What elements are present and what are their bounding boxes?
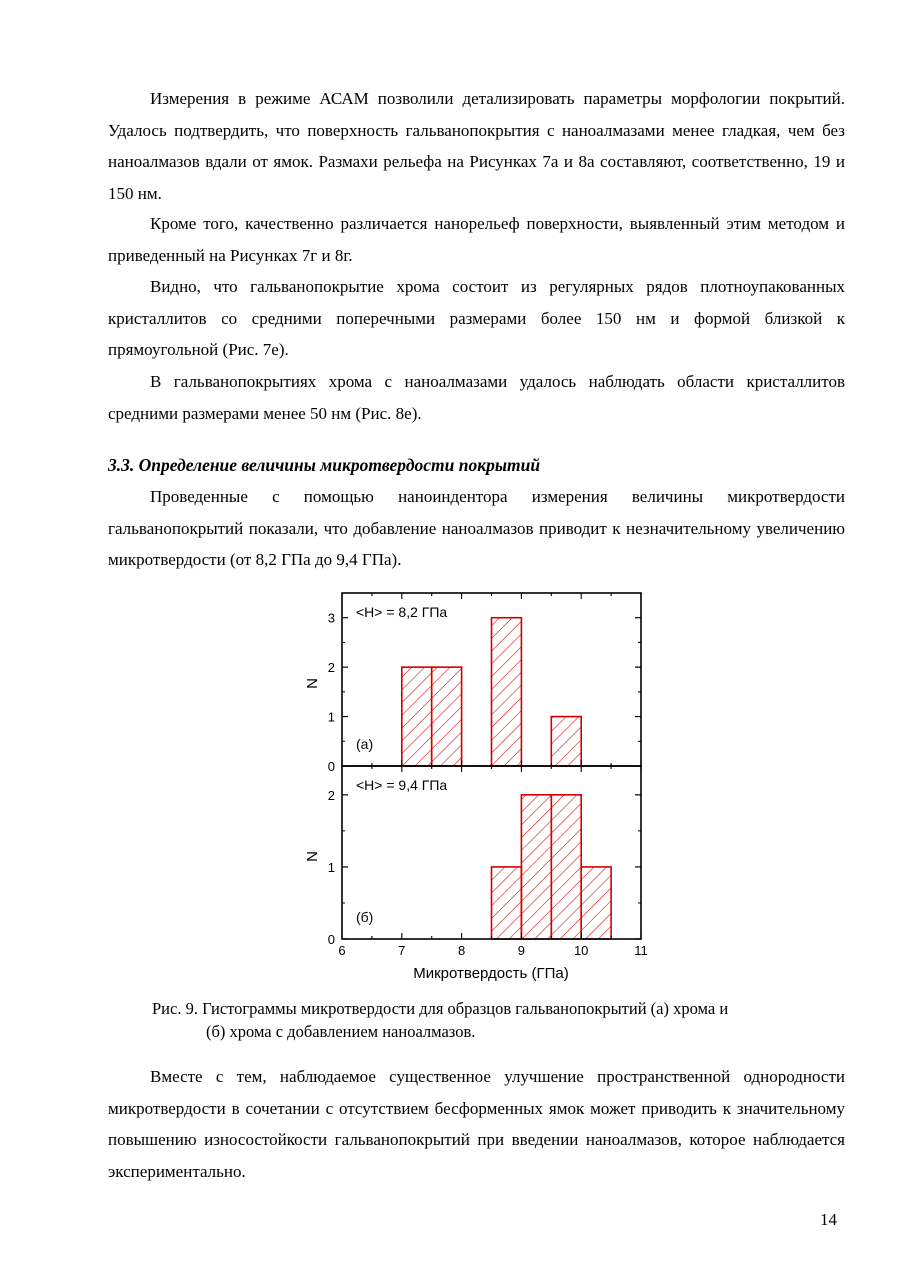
figure-caption-line-2: (б) хрома с добавлением наноалмазов. (206, 1022, 476, 1041)
histogram-bar-0-1 (432, 667, 462, 766)
y-tick-label: 2 (327, 660, 335, 676)
y-tick-label: 0 (327, 759, 335, 774)
histogram-bar-1-1 (521, 795, 551, 939)
histogram-bar-1-2 (551, 795, 581, 939)
mean-annotation: <H> = 9,4 ГПа (356, 777, 448, 793)
x-tick-label: 9 (517, 943, 526, 958)
paragraph-4: В гальванопокрытиях хрома с наноалмазами удалось наблюдать области кристаллитов средними размерами менее 50 нм (Рис. 8е). (108, 372, 845, 423)
histogram-panel-b (304, 766, 648, 958)
section-paragraph: Проведенные с помощью наноиндентора измерения величины микротвердости гальванопокрытий показали, что добавление наноалмазов приводит к незначительному увеличению микротвердости (от 8,2 ГПа до 9,4 ГПа). (108, 487, 845, 569)
x-tick-label: 6 (338, 943, 346, 958)
x-tick-label: 8 (457, 943, 466, 958)
figure-caption (152, 997, 832, 1043)
y-tick-label: 3 (327, 610, 335, 626)
paragraph-1: Измерения в режиме АСАМ позволили детализировать параметры морфологии покрытий. Удалось подтвердить, что поверхность гальванопокрытия с наноалмазами менее гладкая, чем без наноалмазов вдали от ямок. Размахи рельефа на Рисунках 7а и 8а составляют, соответственно, 19 и 150 нм. (108, 89, 845, 203)
panel-label: (а) (356, 736, 374, 752)
figure-caption-line-1: Рис. 9. Гистограммы микротвердости для образцов гальванопокрытий (а) хрома и (152, 999, 729, 1018)
histogram-bar-0-2 (492, 618, 522, 766)
section-heading: 3.3. Определение величины микротвердости покрытий (108, 455, 541, 475)
mean-annotation: <H> = 8,2 ГПа (356, 604, 448, 620)
x-tick-label: 11 (634, 943, 648, 958)
histogram-bar-0-3 (551, 717, 581, 766)
y-tick-label: 0 (327, 932, 335, 947)
y-tick-label: 1 (327, 859, 335, 875)
closing-paragraph: Вместе с тем, наблюдаемое существенное улучшение пространственной однородности микротвердости в сочетании с отсутствием бесформенных ямок может приводить к значительному повышению износостойкости гальванопокрытий при введении наноалмазов, которое наблюдается экспериментально. (108, 1067, 845, 1181)
microhardness-histogram-figure (290, 585, 670, 985)
y-axis-label: N (304, 851, 321, 862)
y-tick-label: 1 (327, 709, 335, 725)
x-axis-label: Микротвердость (ГПа) (413, 965, 569, 982)
paragraph-2: Кроме того, качественно различается нанорельеф поверхности, выявленный этим методом и приведенный на Рисунках 7г и 8г. (108, 214, 845, 265)
histogram-bar-1-0 (492, 867, 522, 939)
paragraph-3: Видно, что гальванопокрытие хрома состоит из регулярных рядов плотноупакованных кристаллитов со средними поперечными размерами более 150 нм и формой близкой к прямоугольной (Рис. 7е). (108, 277, 845, 359)
histogram-bar-1-3 (581, 867, 611, 939)
page-number: 14 (820, 1210, 837, 1229)
histogram-bar-0-0 (402, 667, 432, 766)
y-axis-label: N (304, 678, 321, 689)
x-tick-label: 7 (398, 943, 406, 958)
x-tick-label: 10 (573, 943, 589, 958)
y-tick-label: 2 (327, 787, 335, 803)
panel-label: (б) (356, 909, 374, 925)
histogram-panel-a (304, 593, 641, 774)
